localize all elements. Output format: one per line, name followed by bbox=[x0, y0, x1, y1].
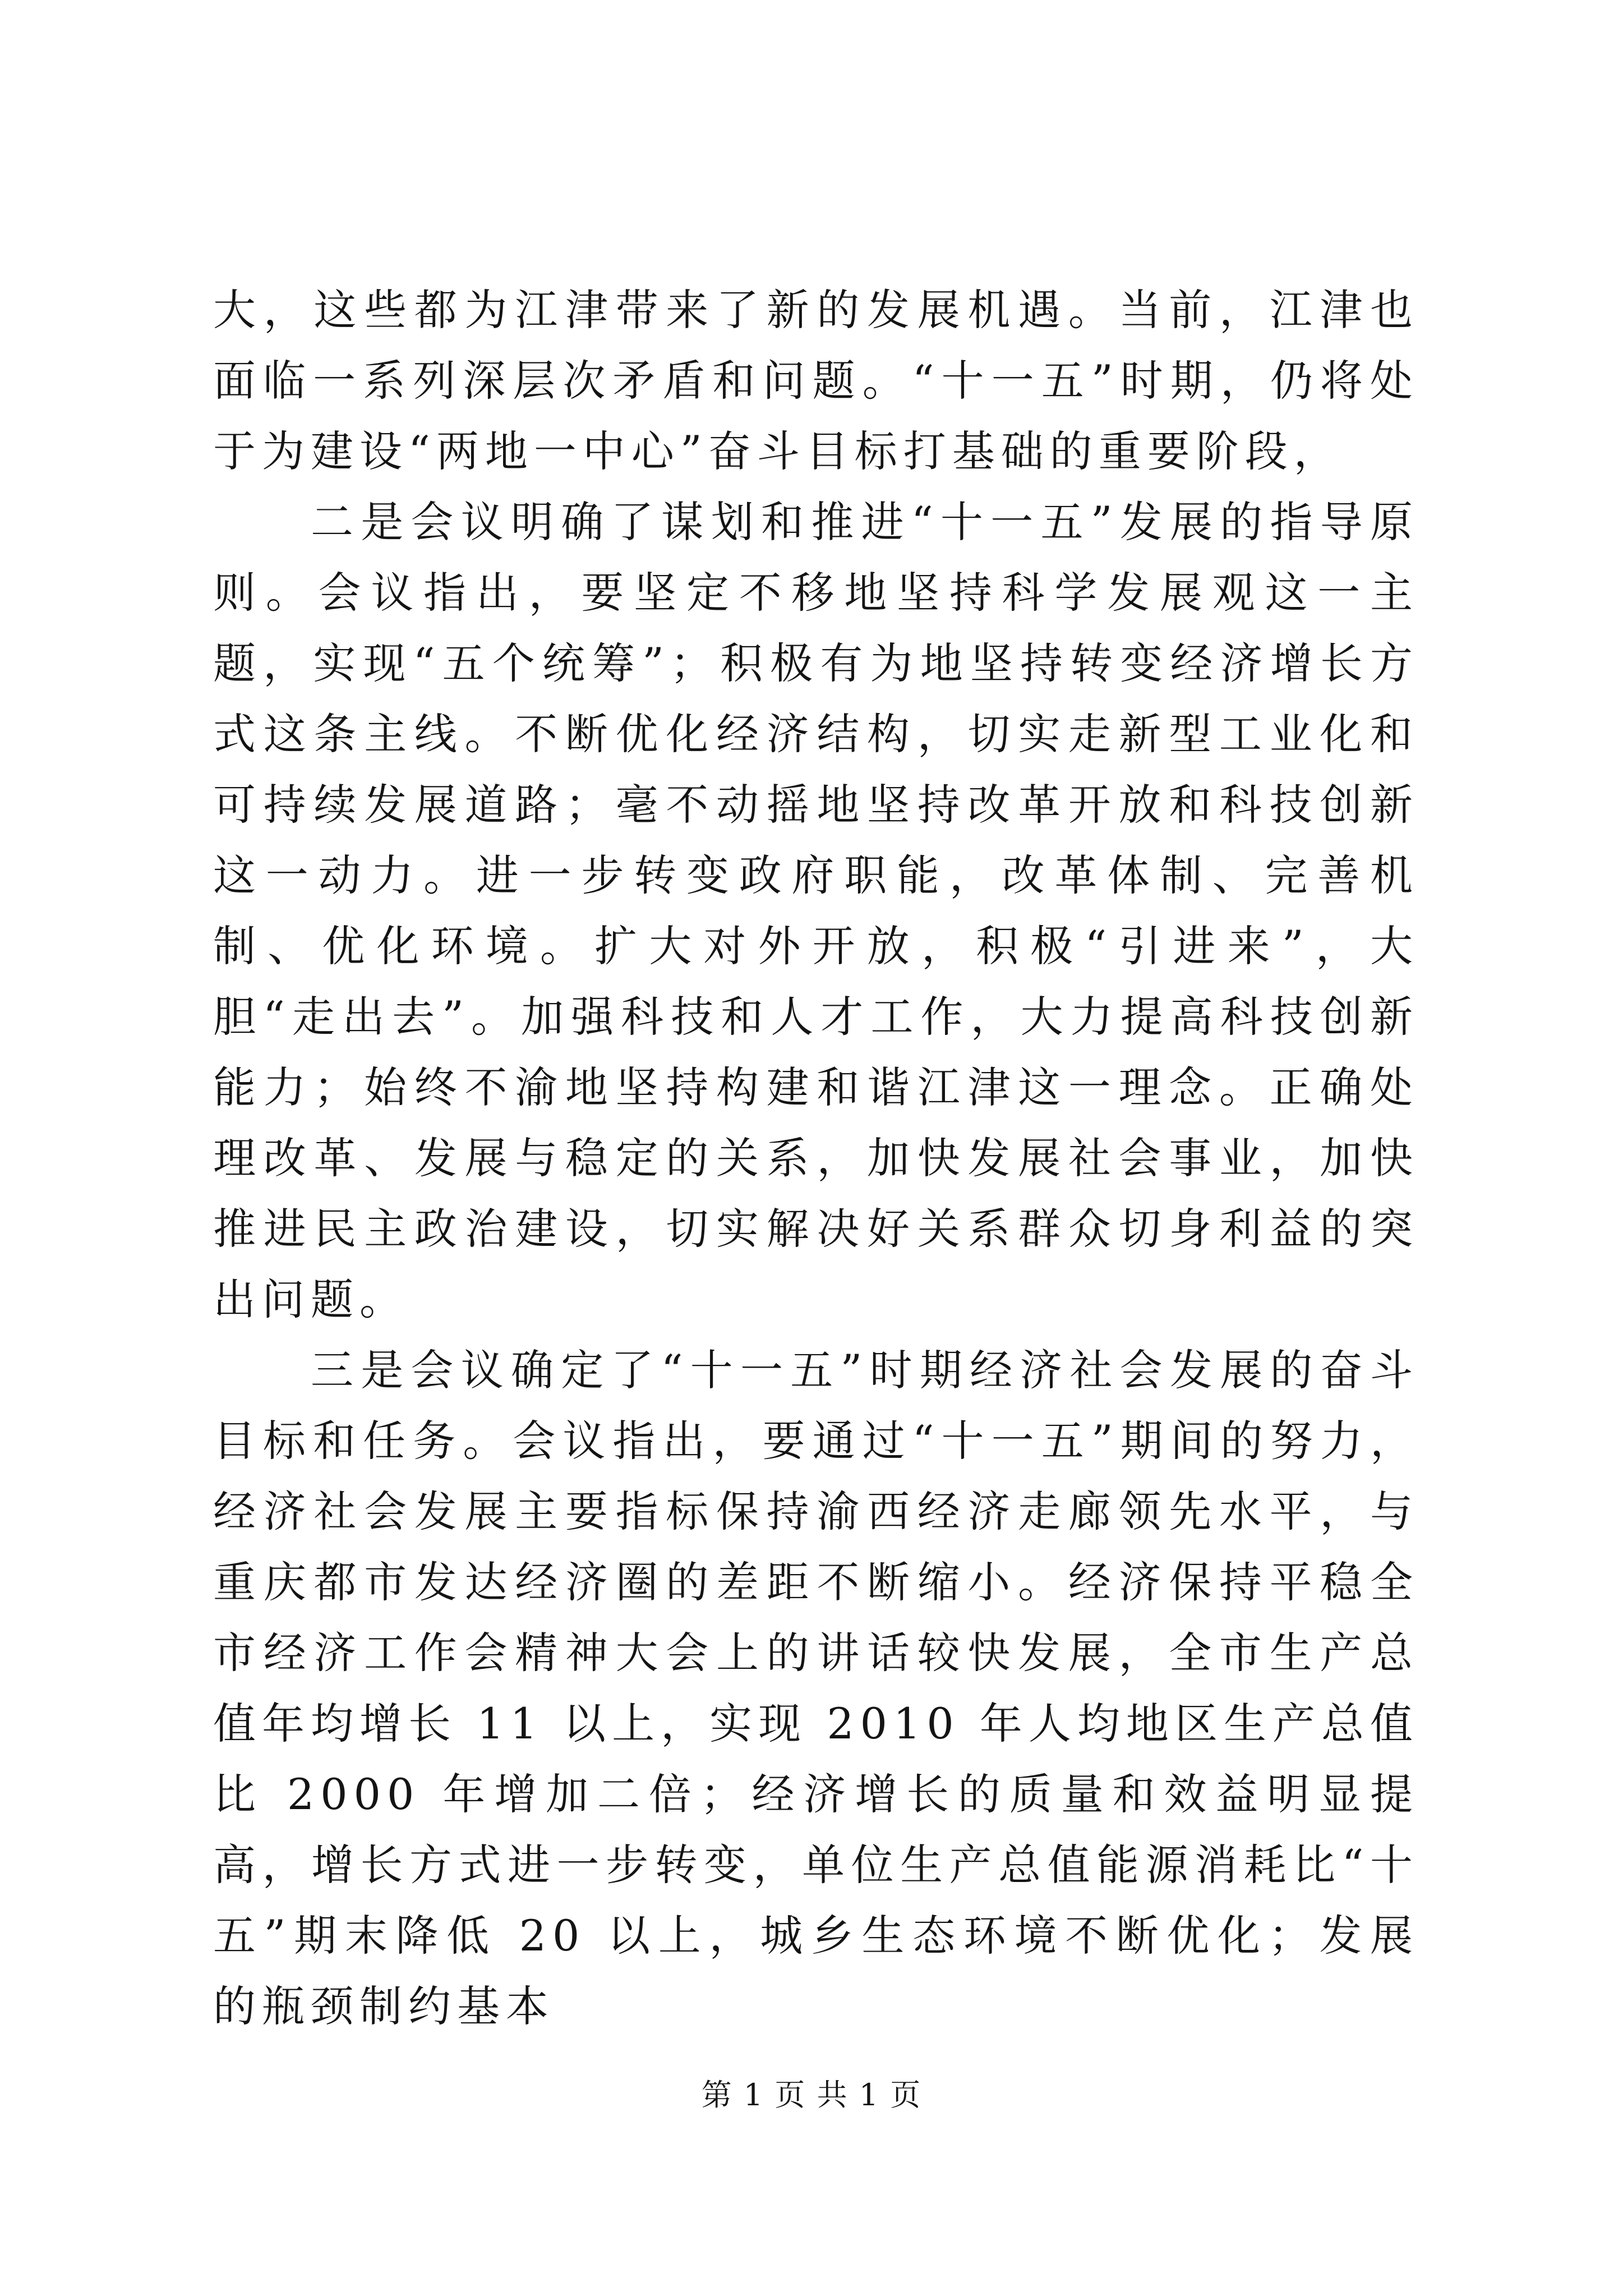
paragraph-goals-and-tasks: 三是会议确定了“十一五”时期经济社会发展的奋斗目标和任务。会议指出，要通过“十一五”期间的努力，经济社会发展主要指标保持渝西经济走廊领先水平，与重庆都市发达经济圈的差距不断缩小。经济保持平稳全市经济工作会精神大会上的讲话较快发展，全市生产总值年均增长 11 以上，实现 2010 年人均地区生产总值比 2000 年增加二倍；经济增长的质量和效益明显提高，增长方式进一步转变，单位生产总值能源消耗比“十五”期末降低 20 以上，城乡生态环境不断优化；发展的瓶颈制约基本 bbox=[213, 1345, 1419, 2031]
paragraph-continuation: 大，这些都为江津带来了新的发展机遇。当前，江津也面临一系列深层次矛盾和问题。“十一五”时期，仍将处于为建设“两地一中心”奋斗目标打基础的重要阶段， bbox=[213, 285, 1419, 476]
document-body bbox=[213, 275, 1419, 2042]
page-footer: 第 1 页 共 1 页 bbox=[701, 2077, 922, 2113]
paragraph-guiding-principles: 二是会议明确了谋划和推进“十一五”发展的指导原则。会议指出，要坚定不移地坚持科学发展观这一主题，实现“五个统筹”；积极有为地坚持转变经济增长方式这条主线。不断优化经济结构，切实走新型工业化和可持续发展道路；毫不动摇地坚持改革开放和科技创新这一动力。进一步转变政府职能，改革体制、完善机制、优化环境。扩大对外开放，积极“引进来”，大胆“走出去”。加强科技和人才工作，大力提高科技创新能力；始终不渝地坚持构建和谐江津这一理念。正确处理改革、发展与稳定的关系，加快发展社会事业，加快推进民主政治建设，切实解决好关系群众切身利益的突出问题。 bbox=[213, 497, 1419, 1324]
